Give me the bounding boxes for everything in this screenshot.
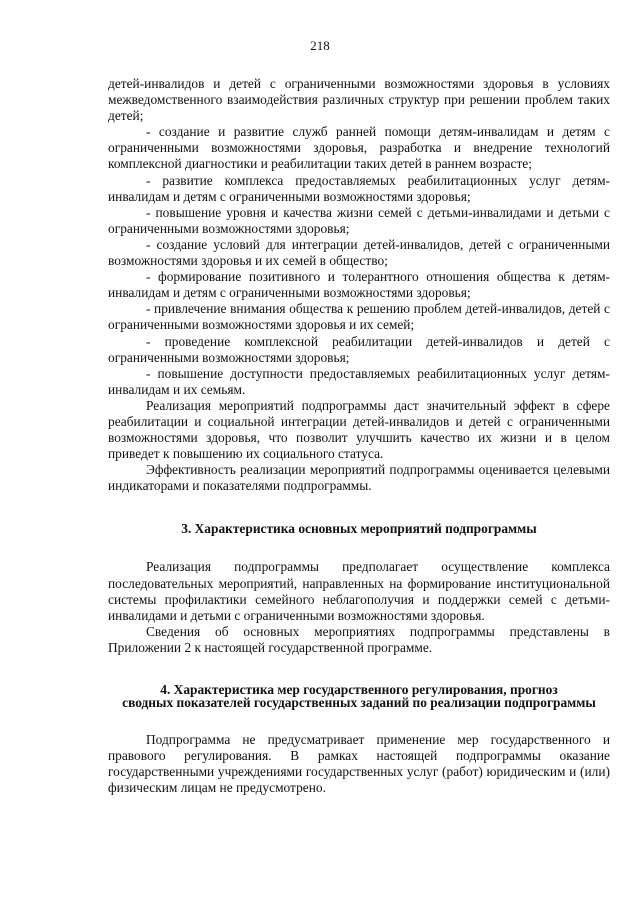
section-heading-4 xyxy=(108,684,610,709)
section-heading-3: 3. Характеристика основных мероприятий подпрограммы xyxy=(181,521,537,537)
paragraph: Эффективность реализации мероприятий подпрограммы оценивается целевыми индикаторами и показателями подпрограммы. xyxy=(108,462,610,494)
list-item: - привлечение внимания общества к решению проблем детей-инвалидов, детей с ограниченными возможностями здоровья и их семей; xyxy=(108,301,610,333)
section-heading-4-line-1: 4. Характеристика мер государственного регулирования, прогноз xyxy=(160,682,558,697)
list-item: - формирование позитивного и толерантного отношения общества к детям-инвалидам и детям с ограниченными возможностями здоровья; xyxy=(108,269,610,301)
list-item: - повышение уровня и качества жизни семей с детьми-инвалидами и детьми с ограниченными возможностями здоровья; xyxy=(108,204,610,236)
page-number: 218 xyxy=(310,38,330,53)
paragraph: Реализация подпрограммы предполагает осуществление комплекса последовательных мероприятий, направленных на формирование институциональной системы профилактики семейного неблагополучия и поддержки семей с детьми-инвалидами и детьми с ограниченными возможностями здоровья. xyxy=(108,559,610,623)
list-item: - создание условий для интеграции детей-инвалидов, детей с ограниченными возможностями здоровья и их семей в общество; xyxy=(108,236,610,269)
paragraph: детей-инвалидов и детей с ограниченными возможностями здоровья в условиях межведомственного взаимодействия различных структур при решении проблем таких детей; xyxy=(108,76,610,124)
paragraph: Сведения об основных мероприятиях подпрограммы представлены в Приложении 2 к настоящей государственной программе. xyxy=(108,623,610,655)
section-heading-4-line-2: сводных показателей государственных заданий по реализации подпрограммы xyxy=(122,694,596,710)
list-item: - развитие комплекса предоставляемых реабилитационных услуг детям-инвалидам и детям с ограниченными возможностями здоровья; xyxy=(108,172,610,204)
paragraph: Реализация мероприятий подпрограммы даст значительный эффект в сфере реабилитации и социальной интеграции детей-инвалидов и детей с ограниченными возможностями здоровья, что позволит улучшить качество их жизни и в целом приведет к повышению их социального статуса. xyxy=(108,397,610,462)
list-item: - проведение комплексной реабилитации детей-инвалидов и детей с ограниченными возможностями здоровья; xyxy=(108,333,610,365)
paragraph: Подпрограмма не предусматривает применение мер государственного и правового регулирования. В рамках настоящей подпрограммы оказание государственными учреждениями государственных услуг (работ) юридическим и (или) физическим лицам не предусмотрено. xyxy=(108,732,610,796)
page-body xyxy=(108,76,610,797)
list-item: - повышение доступности предоставляемых реабилитационных услуг детям-инвалидам и их семьям. xyxy=(108,365,610,397)
list-item: - создание и развитие служб ранней помощи детям-инвалидам и детям с ограниченными возможностями здоровья, разработка и внедрение технологий комплексной диагностики и реабилитации таких детей в раннем возрасте; xyxy=(108,124,610,172)
